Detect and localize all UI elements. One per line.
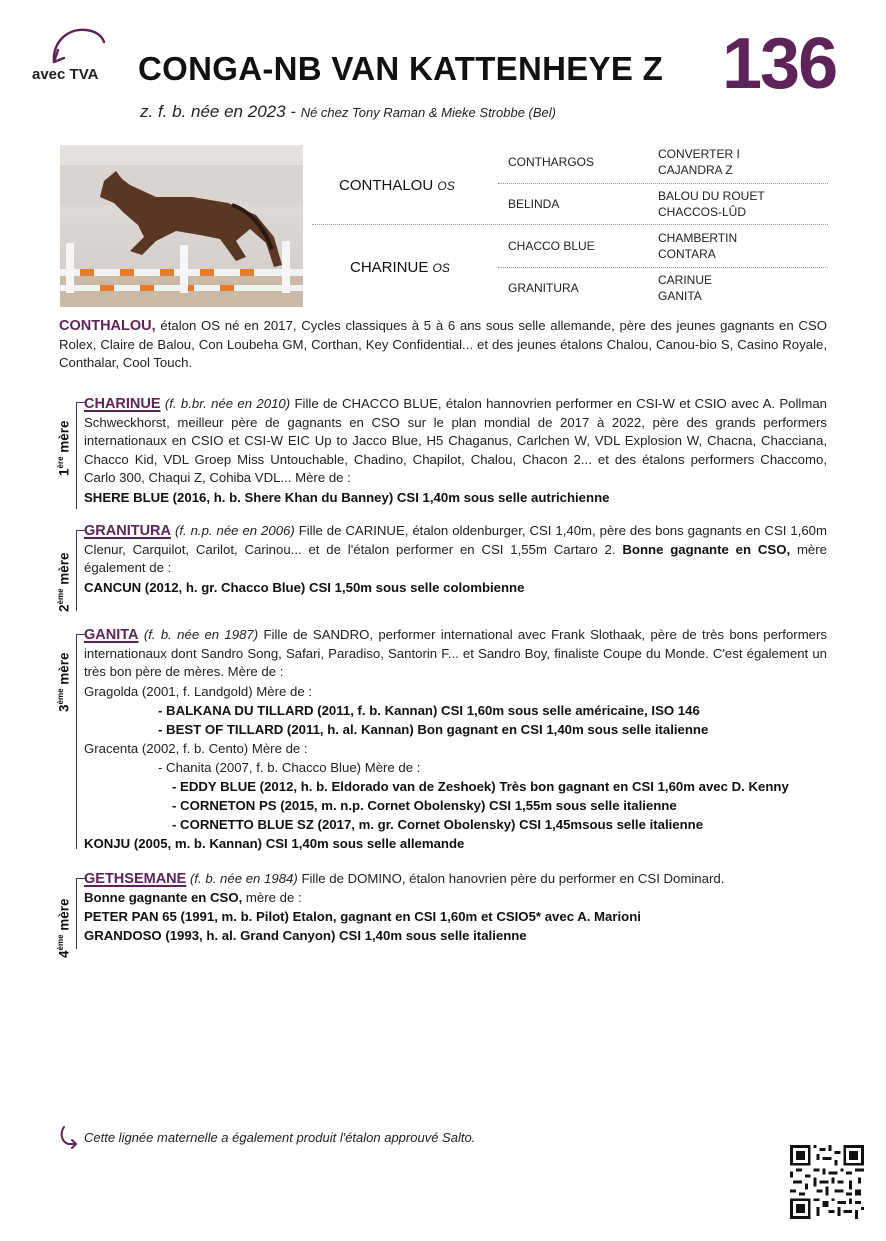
produce-line: KONJU (2005, m. b. Kannan) CSI 1,40m sous selle allemande [84, 835, 465, 851]
pedigree-ggp: CONTARA [658, 247, 716, 261]
pedigree-sire-studbook: OS [437, 179, 455, 193]
third-dam-name: GANITA [84, 627, 139, 643]
return-arrow-icon [58, 1125, 82, 1149]
pedigree-dam-sire: CHACCO BLUE [508, 239, 595, 253]
produce-line: CANCUN (2012, h. gr. Chacco Blue) CSI 1,50m sous selle colombienne [84, 579, 525, 595]
generation-label: 2ème mère [56, 552, 72, 612]
first-dam-name: CHARINUE [84, 396, 161, 412]
tva-label: avec TVA [32, 66, 99, 83]
fourth-dam-body: Fille de DOMINO, étalon hanovrien père du performer en CSI Dominard. [297, 871, 725, 886]
second-dam-section [84, 522, 827, 597]
curved-arrow-icon [48, 22, 108, 66]
third-dam-body: Fille de SANDRO, performer international avec Frank Slothaak, père de très bons performers internationaux dont Sandro Song, Safari, Paradiso, Santorin F... et Sandro Boy, finaliste Coupe du Monde. C'est également un très bon père de mères. Mère de : [84, 627, 827, 680]
produce-line: PETER PAN 65 (1991, m. b. Pilot) Etalon, gagnant en CSI 1,60m et CSIO5* avec A. Marioni [84, 909, 641, 925]
pedigree-ggp: BALOU DU ROUET [658, 189, 765, 203]
sire-description [59, 317, 827, 373]
generation-label: 4ème mère [56, 898, 72, 958]
subtitle [140, 102, 556, 122]
fourth-dam-desc: (f. b. née en 1984) [190, 871, 298, 886]
dam-line: Gragolda (2001, f. Landgold) Mère de : [84, 683, 312, 699]
pedigree-ggp: CARINUE [658, 273, 713, 287]
first-dam-section [84, 395, 827, 507]
produce-line: - CORNETON PS (2015, m. n.p. Cornet Obolensky) CSI 1,55m sous selle italienne [172, 797, 677, 813]
fourth-dam-name: GETHSEMANE [84, 871, 187, 887]
subtitle-main: z. f. b. née en 2023 - [140, 102, 296, 121]
sire-body: étalon OS né en 2017, Cycles classiques à 5 à 6 ans sous selle allemande, père des jeunes gagnants en CSO Rolex, Claire de Balou, Con Loubeha GM, Corthan, Key Confidential... et des jeunes étalons Chalou, Canou-bio S, Casino Royale, Conthalar, Cool Touch. [59, 318, 827, 371]
pedigree-dam-dam: GRANITURA [508, 281, 579, 295]
produce-line: - BALKANA DU TILLARD (2011, f. b. Kannan) CSI 1,60m sous selle américaine, ISO 146 [158, 702, 700, 718]
fourth-dam-section [84, 870, 827, 945]
dam-line: Gracenta (2002, f. b. Cento) Mère de : [84, 740, 308, 756]
second-dam-desc: (f. n.p. née en 2006) [174, 523, 295, 538]
produce-line: - CORNETTO BLUE SZ (2017, m. gr. Cornet Obolensky) CSI 1,45msous selle italienne [172, 816, 704, 832]
produce-line: - BEST OF TILLARD (2011, h. al. Kannan) Bon gagnant en CSI 1,40m sous selle italienne [158, 721, 709, 737]
fourth-dam-tail: mère de : [242, 889, 302, 905]
first-dam-desc: (f. b.br. née en 2010) [164, 396, 291, 411]
pedigree-sire-sire: CONTHARGOS [508, 155, 595, 169]
footer-note: Cette lignée maternelle a également produit l'étalon approuvé Salto. [84, 1130, 476, 1145]
pedigree-dam-studbook: OS [432, 261, 450, 275]
pedigree-divider [498, 267, 828, 268]
second-dam-bold: Bonne gagnante en CSO, [622, 541, 791, 557]
page-title: CONGA-NB VAN KATTENHEYE Z [138, 50, 664, 87]
sire-name: CONTHALOU, [59, 318, 156, 334]
first-dam-body: Fille de CHACCO BLUE, étalon hannovrien performer en CSI-W et CSIO avec A. Pollman Schweckhorst, meilleur père de gagnants en CSO sur le plan mondial de 2017 à 2022, père des grands performers internationaux en CSIO et CSI-W EIC Up to Jacco Blue, H5 Chaganus, Carlchen W, VDL Explosion W, Chacna, Chacciana, Chacco Kid, VDL Groep Miss Untouchable, Chadino, Chapilot, Chalou, Chacon 2... et des étalons performers Chaccomo, Carlo 300, Chaqui Z, Cohiba VDL... Mère de : [84, 396, 827, 486]
pedigree-ggp: CONVERTER I [658, 147, 740, 161]
produce-line: - EDDY BLUE (2012, h. b. Eldorado van de Zeshoek) Très bon gagnant en CSI 1,60m avec D. Kenny [172, 778, 789, 794]
pedigree-ggp: CHAMBERTIN [658, 231, 738, 245]
fourth-dam-bold: Bonne gagnante en CSO, [84, 889, 243, 905]
dam-line: - Chanita (2007, f. b. Chacco Blue) Mère de : [158, 759, 421, 775]
pedigree-ggp: GANITA [658, 289, 702, 303]
horse-photo [60, 145, 303, 307]
produce-line: GRANDOSO (1993, h. al. Grand Canyon) CSI 1,40m sous selle italienne [84, 928, 527, 944]
second-dam-body: Fille de CARINUE, étalon oldenburger, CSI 1,40m, père des bons gagnants en CSI 1,60m Clenur, Carquilot, Carilot, Carinou... et de l'étalon performer en CSI 1,55m Cartaro 2. [84, 523, 827, 557]
pedigree-sire-name: CONTHALOU [339, 177, 434, 194]
third-dam-desc: (f. b. née en 1987) [143, 627, 259, 642]
subtitle-breeder: Né chez Tony Raman & Mieke Strobbe (Bel) [300, 105, 556, 120]
pedigree-dam [350, 259, 450, 276]
pedigree-sire [339, 177, 455, 194]
third-dam-section [84, 626, 827, 853]
pedigree-sire-dam: BELINDA [508, 197, 560, 211]
pedigree-dam-name: CHARINUE [350, 259, 429, 276]
pedigree-divider [498, 183, 828, 184]
pedigree-ggp: CAJANDRA Z [658, 163, 733, 177]
produce-line: SHERE BLUE (2016, h. b. Shere Khan du Banney) CSI 1,40m sous selle autrichienne [84, 489, 610, 505]
pedigree-ggp: CHACCOS-LÛD [658, 205, 747, 219]
qr-code-icon[interactable] [790, 1145, 864, 1219]
generation-label: 1ère mère [56, 420, 72, 476]
pedigree-divider [312, 224, 828, 225]
lot-number: 136 [722, 24, 837, 104]
second-dam-tail: mère également de : [84, 541, 827, 576]
generation-label: 3ème mère [56, 652, 72, 712]
second-dam-name: GRANITURA [84, 523, 171, 539]
